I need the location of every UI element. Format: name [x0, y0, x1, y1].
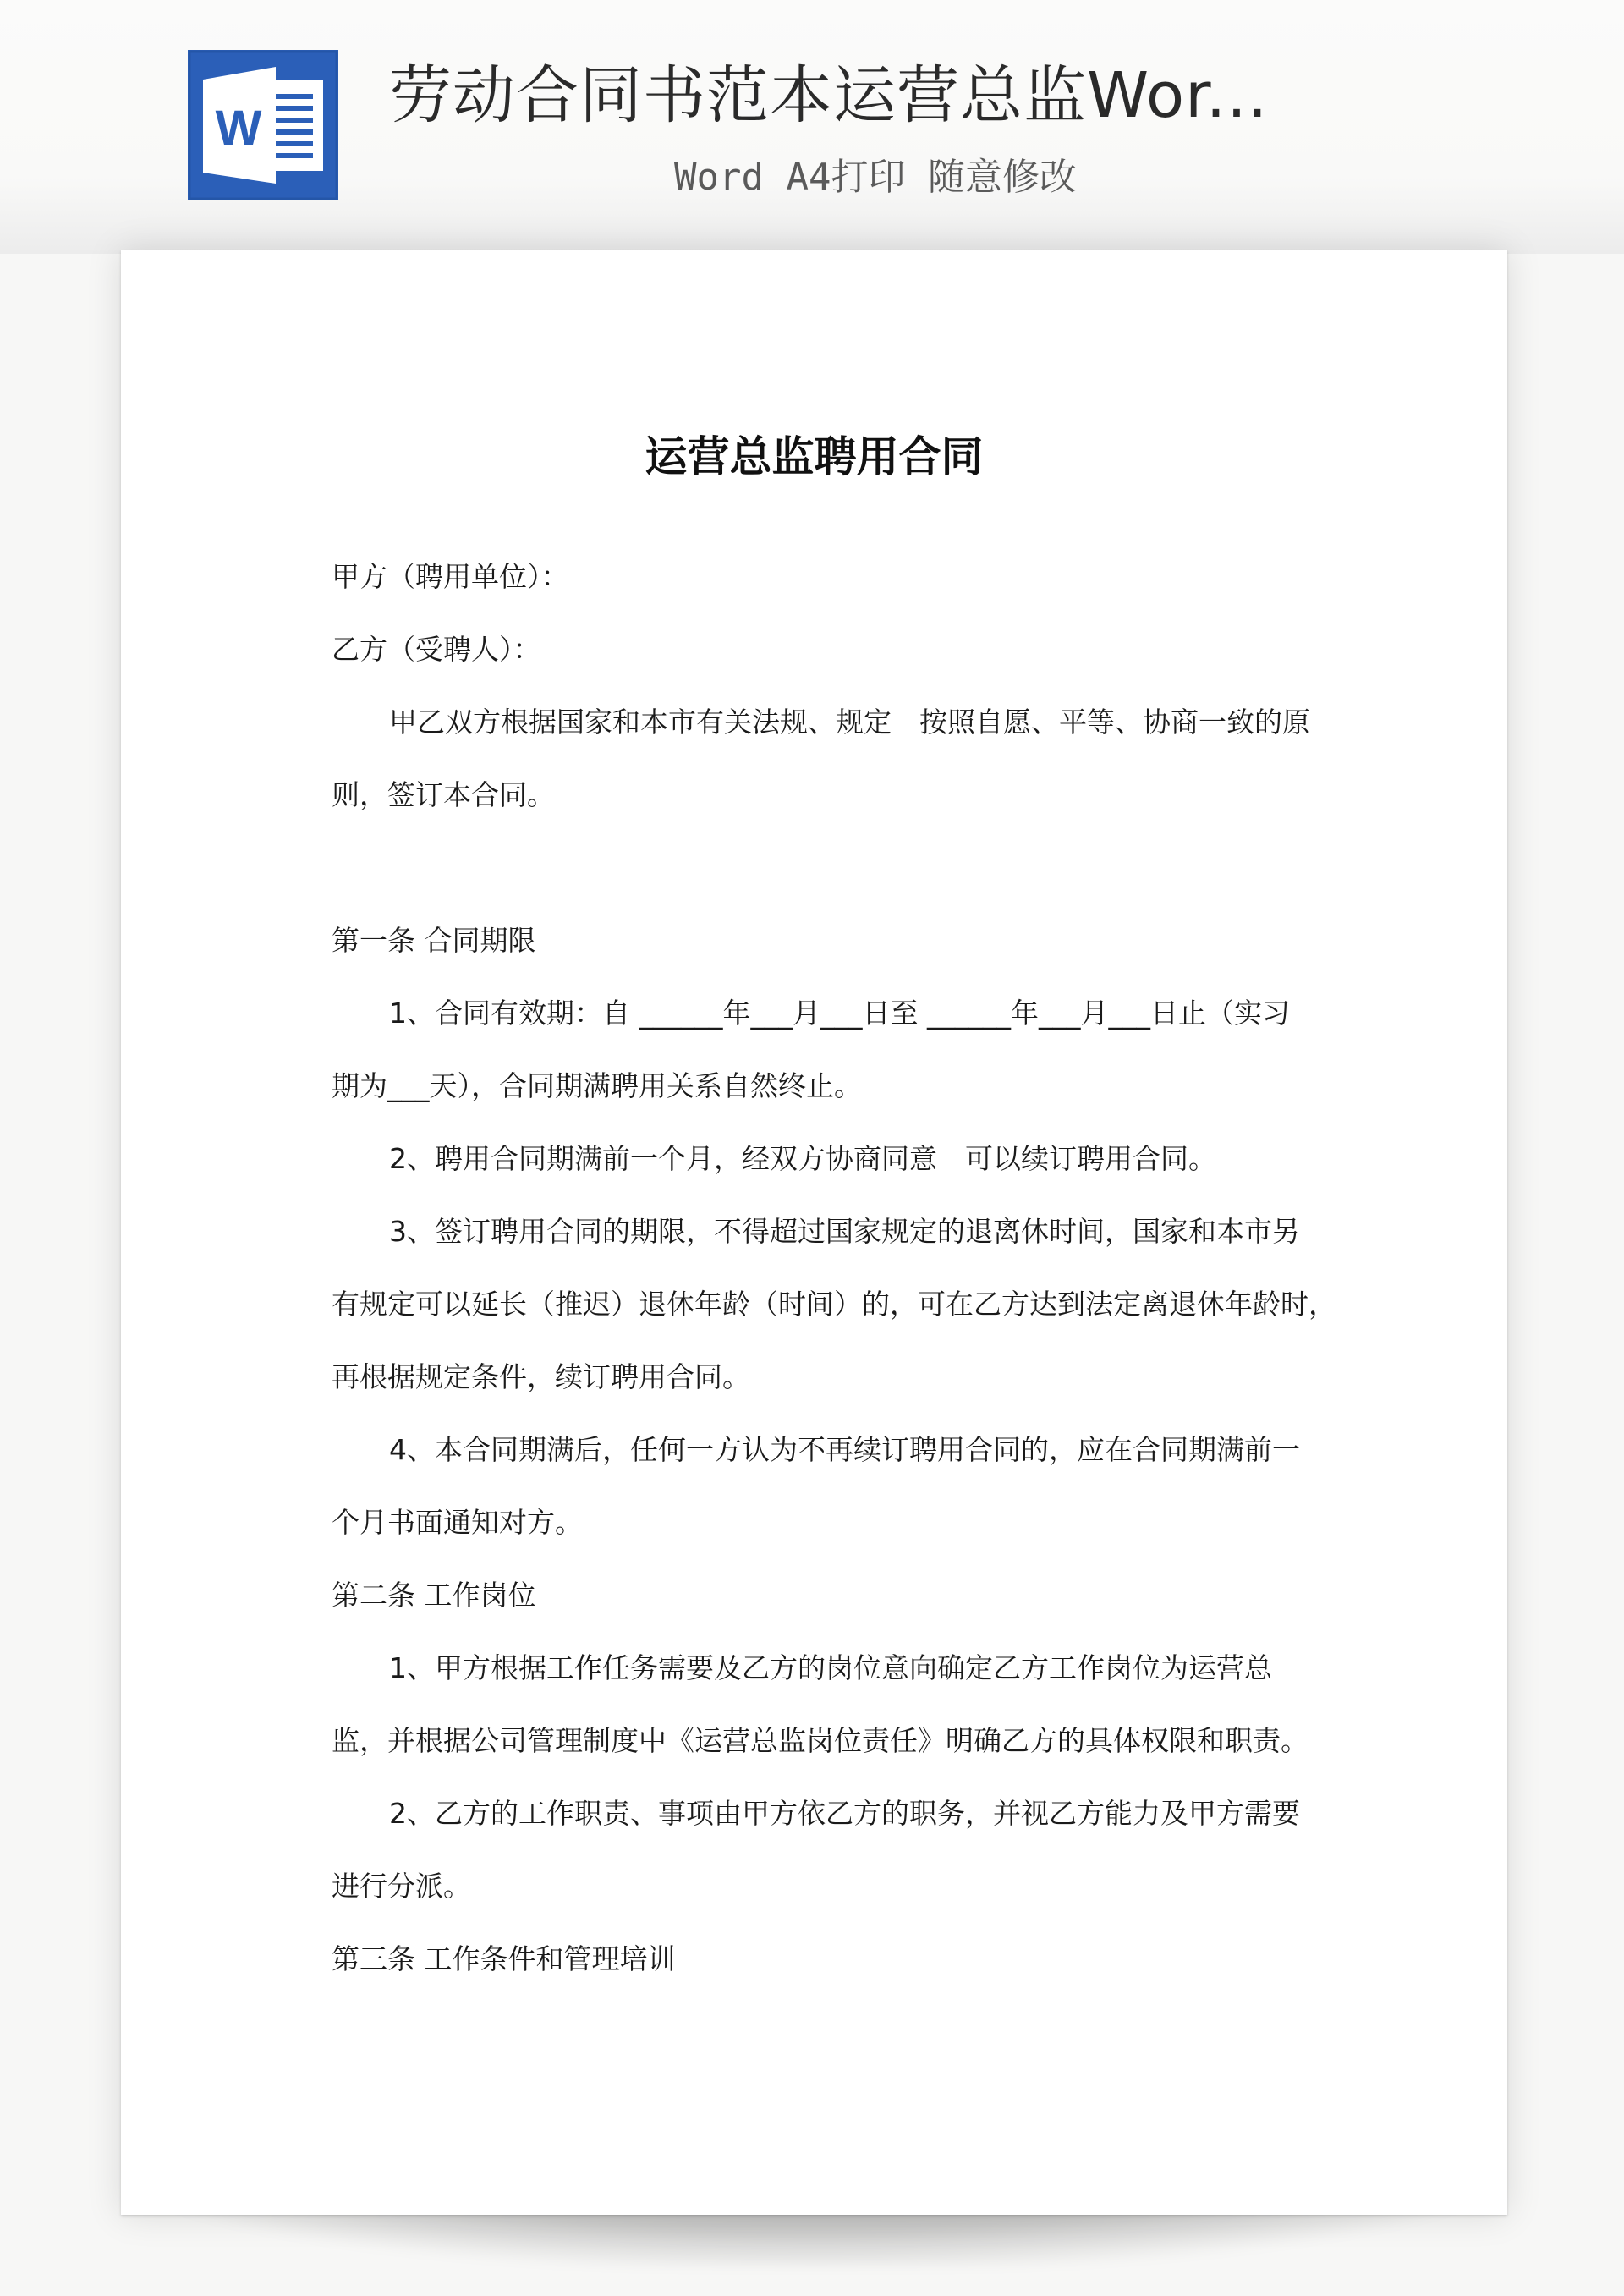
document-title: 运营总监聘用合同	[645, 432, 984, 481]
document-line: 个月书面通知对方。	[332, 1506, 583, 1539]
document-line: 1、甲方根据工作任务需要及乙方的岗位意向确定乙方工作岗位为运营总	[389, 1651, 1272, 1684]
banner-subtitle: Word A4打印 随意修改	[674, 156, 1077, 199]
document-line: 2、乙方的工作职责、事项由甲方依乙方的职务，并视乙方能力及甲方需要	[389, 1797, 1300, 1830]
svg-text:W: W	[215, 101, 262, 156]
document-page	[121, 250, 1507, 2215]
section-heading: 第一条 合同期限	[332, 924, 536, 957]
section-heading: 第二条 工作岗位	[332, 1579, 536, 1612]
document-line: 有规定可以延长（推迟）退休年龄（时间）的，可在乙方达到法定离退休年龄时，	[332, 1288, 1336, 1321]
document-line: 1、合同有效期：自 ______年___月___日至 ______年___月___日止（实习	[389, 997, 1290, 1030]
section-heading: 第三条 工作条件和管理培训	[332, 1942, 676, 1975]
document-line: 期为___天），合同期满聘用关系自然终止。	[332, 1069, 862, 1102]
banner-title: 劳动合同书范本运营总监Wor...	[389, 59, 1269, 132]
document-line: 则，签订本合同。	[332, 778, 555, 811]
document-line: 甲乙双方根据国家和本市有关法规、规定 按照自愿、平等、协商一致的原	[389, 706, 1310, 739]
document-line: 3、签订聘用合同的期限，不得超过国家规定的退离休时间，国家和本市另	[389, 1215, 1300, 1248]
document-line: 乙方（受聘人）：	[332, 633, 541, 666]
document-line: 进行分派。	[332, 1870, 471, 1903]
document-line: 甲方（聘用单位）：	[332, 560, 569, 593]
document-line: 2、聘用合同期满前一个月，经双方协商同意 可以续订聘用合同。	[389, 1142, 1216, 1175]
document-line: 监，并根据公司管理制度中《运营总监岗位责任》明确乙方的具体权限和职责。	[332, 1724, 1309, 1757]
document-line: 4、本合同期满后，任何一方认为不再续订聘用合同的，应在合同期满前一	[389, 1433, 1300, 1466]
document-line: 再根据规定条件，续订聘用合同。	[332, 1360, 750, 1393]
